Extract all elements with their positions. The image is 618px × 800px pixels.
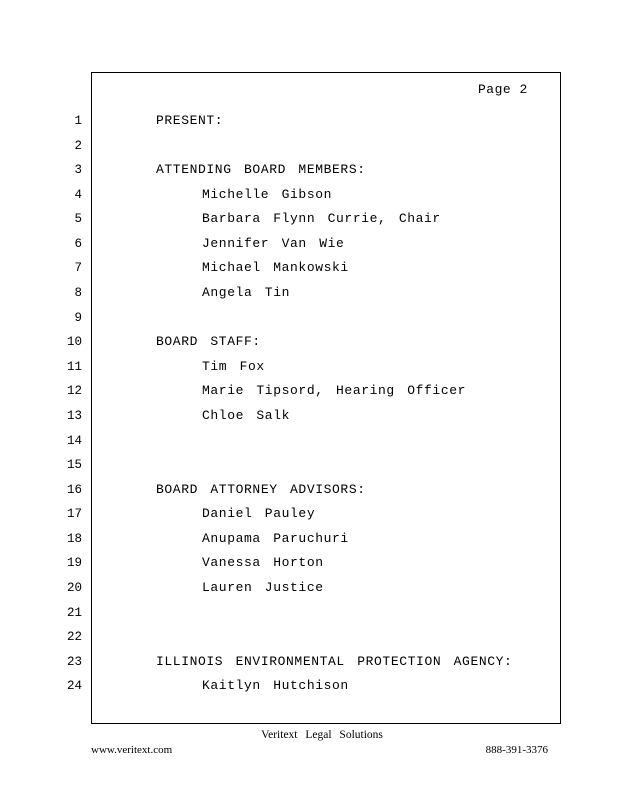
- line-number: 14: [66, 434, 82, 448]
- footer-company: Veritext Legal Solutions: [261, 729, 383, 741]
- line-number: 12: [66, 384, 82, 398]
- attendee-name: Tim Fox: [202, 359, 265, 374]
- attendee-name: Michael Mankowski: [202, 260, 349, 275]
- attendee-name: Vanessa Horton: [202, 555, 324, 570]
- line-number: 9: [74, 311, 82, 325]
- attendee-name: Lauren Justice: [202, 580, 324, 595]
- line-number: 23: [66, 655, 82, 669]
- line-number: 3: [74, 163, 82, 177]
- attendee-name: Jennifer Van Wie: [202, 236, 345, 251]
- line-number: 17: [66, 507, 82, 521]
- line-number: 18: [66, 532, 82, 546]
- attendee-name: Barbara Flynn Currie, Chair: [202, 211, 441, 226]
- line-number: 19: [66, 556, 82, 570]
- line-number: 20: [66, 581, 82, 595]
- line-number: 11: [66, 360, 82, 374]
- section-heading-board-members: ATTENDING BOARD MEMBERS:: [156, 162, 366, 177]
- line-number: 7: [74, 261, 82, 275]
- line-number: 16: [66, 483, 82, 497]
- line-number: 21: [66, 606, 82, 620]
- line-number: 15: [66, 458, 82, 472]
- attendee-name: Anupama Paruchuri: [202, 531, 349, 546]
- section-heading-present: PRESENT:: [156, 113, 224, 128]
- attendee-name: Kaitlyn Hutchison: [202, 678, 349, 693]
- line-number: 22: [66, 630, 82, 644]
- line-number: 8: [74, 286, 82, 300]
- section-heading-iepa: ILLINOIS ENVIRONMENTAL PROTECTION AGENCY:: [156, 654, 513, 669]
- line-number: 1: [74, 114, 82, 128]
- footer-website: www.veritext.com: [91, 744, 173, 756]
- footer-phone: 888-391-3376: [485, 744, 548, 756]
- attendee-name: Michelle Gibson: [202, 187, 333, 202]
- line-number: 24: [66, 679, 82, 693]
- attendee-name: Chloe Salk: [202, 408, 291, 423]
- attendee-name: Angela Tin: [202, 285, 291, 300]
- attendee-name: Marie Tipsord, Hearing Officer: [202, 383, 467, 398]
- attendee-name: Daniel Pauley: [202, 506, 316, 521]
- page-number: Page 2: [478, 82, 528, 97]
- line-number: 10: [66, 335, 82, 349]
- line-number: 13: [66, 409, 82, 423]
- line-number: 4: [74, 188, 82, 202]
- line-number: 5: [74, 212, 82, 226]
- section-heading-attorney-advisors: BOARD ATTORNEY ADVISORS:: [156, 482, 366, 497]
- line-number: 6: [74, 237, 82, 251]
- section-heading-board-staff: BOARD STAFF:: [156, 334, 261, 349]
- line-number: 2: [74, 139, 82, 153]
